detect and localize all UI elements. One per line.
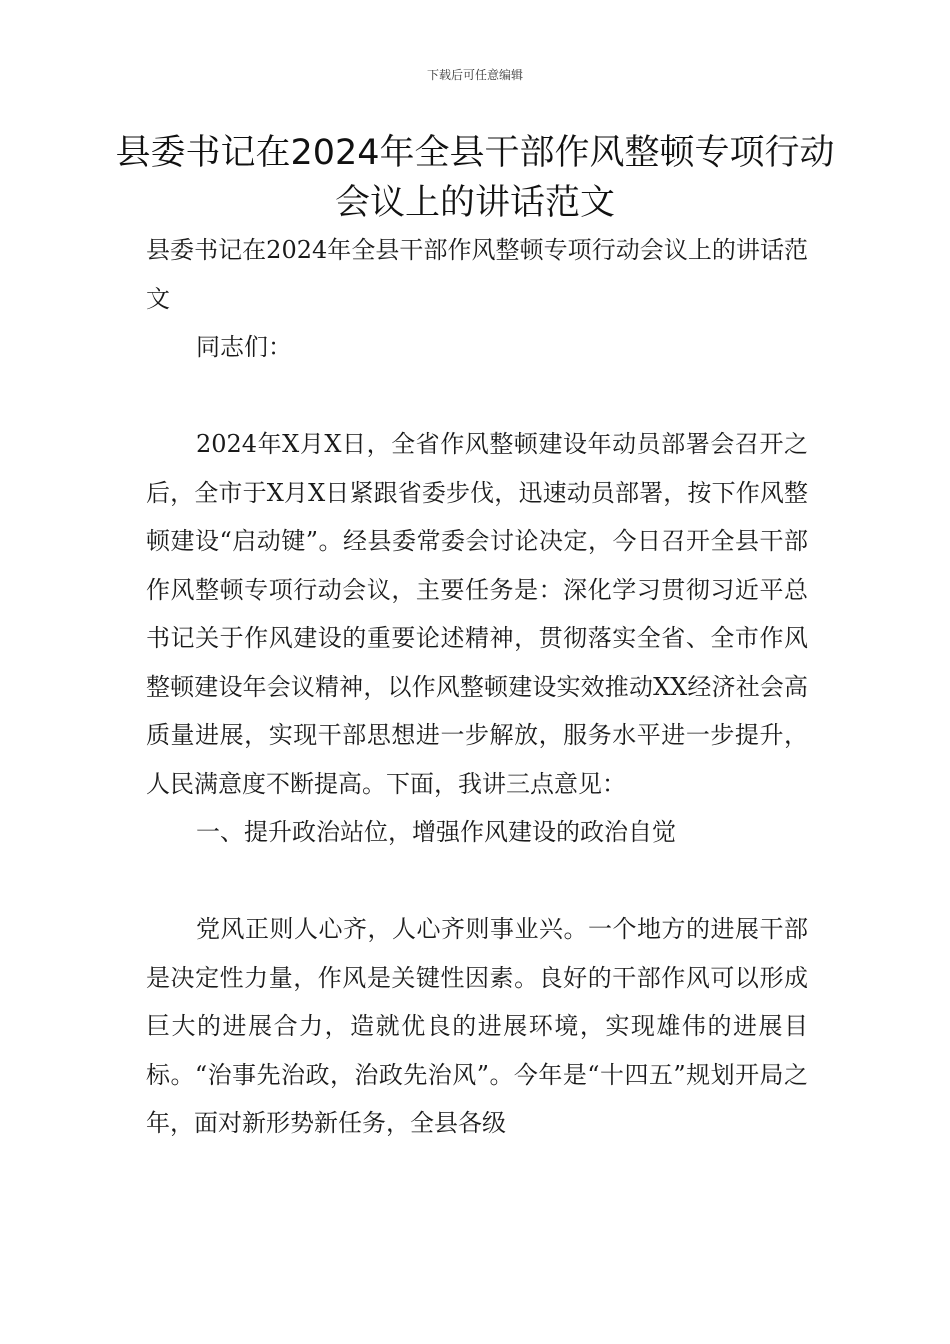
document-title: 县委书记在2024年全县干部作风整顿专项行动会议上的讲话范文 — [115, 133, 835, 223]
blank-line — [146, 857, 808, 906]
paragraph-intro: 2024年X月X日，全省作风整顿建设年动员部署会召开之后，全市于X月X日紧跟省委步伐，迅速动员部署，按下作风整顿建设“启动键”。经县委常委会讨论决定，今日召开全县干部作风整顿专项行动会议，主要任务是：深化学习贯彻习近平总书记关于作风建设的重要论述精神，贯彻落实全省、全市作风整顿建设年会议精神，以作风整顿建设实效推动XX经济社会高质量进展，实现干部思想进一步解放，服务水平进一步提升，人民满意度不断提高。下面，我讲三点意见： — [146, 430, 808, 798]
document-subtitle: 县委书记在2024年全县干部作风整顿专项行动会议上的讲话范文 — [146, 236, 808, 313]
document-body — [146, 226, 808, 1148]
section-heading-1: 一、提升政治站位，增强作风建设的政治自觉 — [196, 818, 676, 846]
blank-line — [146, 372, 808, 421]
download-note: 下载后可任意编辑 — [426, 68, 523, 82]
salutation: 同志们： — [196, 333, 292, 361]
paragraph-section-1: 党风正则人心齐，人心齐则事业兴。一个地方的进展干部是决定性力量，作风是关键性因素。良好的干部作风可以形成巨大的进展合力，造就优良的进展环境，实现雄伟的进展目标。“治事先治政，治政先治风”。今年是“十四五”规划开局之年，面对新形势新任务，全县各级 — [146, 915, 808, 1137]
